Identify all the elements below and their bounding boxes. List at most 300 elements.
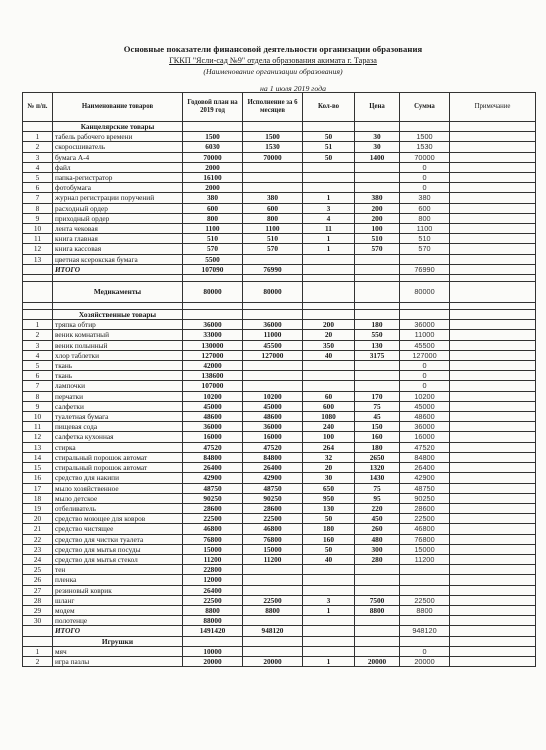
- done-value: 28600: [243, 503, 303, 513]
- spacer-cell: [355, 275, 400, 282]
- sum-value: 0: [400, 361, 450, 371]
- price-value: 1400: [355, 152, 400, 162]
- note-value: [450, 483, 536, 493]
- done-value: 22500: [243, 595, 303, 605]
- plan-value: 70000: [183, 152, 243, 162]
- row-number: 11: [23, 422, 53, 432]
- done-value: 11200: [243, 554, 303, 564]
- table-row: [23, 152, 536, 162]
- table-header-row: [23, 93, 536, 122]
- sum-value: 16000: [400, 432, 450, 442]
- done-value: 1100: [243, 224, 303, 234]
- plan-value: 800: [183, 213, 243, 223]
- qty-value: 20: [303, 330, 355, 340]
- plan-value: 10200: [183, 391, 243, 401]
- row-number: 6: [23, 183, 53, 193]
- item-name: пленка: [53, 575, 183, 585]
- price-value: [355, 646, 400, 656]
- section-header-household: [23, 310, 536, 320]
- note-value: [450, 473, 536, 483]
- qty-value: 180: [303, 524, 355, 534]
- sum-value: [400, 565, 450, 575]
- done-value: 76800: [243, 534, 303, 544]
- section-empty-cell: [303, 310, 355, 320]
- plan-value: 5500: [183, 254, 243, 264]
- total-sum: 76990: [400, 264, 450, 274]
- row-number: 14: [23, 452, 53, 462]
- spacer-cell: [23, 303, 53, 310]
- done-value: 46800: [243, 524, 303, 534]
- plan-value: 12000: [183, 575, 243, 585]
- table-row: [23, 595, 536, 605]
- qty-value: 50: [303, 152, 355, 162]
- plan-value: 138600: [183, 371, 243, 381]
- item-name: мыло детское: [53, 493, 183, 503]
- note-value: [450, 463, 536, 473]
- price-value: 450: [355, 514, 400, 524]
- plan-value: 26400: [183, 585, 243, 595]
- item-name: средство для чистки туалета: [53, 534, 183, 544]
- row-number: 30: [23, 616, 53, 626]
- price-value: 45: [355, 412, 400, 422]
- total-plan: 1491420: [183, 626, 243, 636]
- price-value: 75: [355, 401, 400, 411]
- section-empty-cell: [183, 310, 243, 320]
- done-value: 380: [243, 193, 303, 203]
- total-sum: 948120: [400, 626, 450, 636]
- row-number: 5: [23, 361, 53, 371]
- qty-value: 11: [303, 224, 355, 234]
- price-value: [355, 183, 400, 193]
- row-number: 28: [23, 595, 53, 605]
- sum-value: 0: [400, 183, 450, 193]
- price-value: 30: [355, 132, 400, 142]
- sum-value: 46800: [400, 524, 450, 534]
- medicaments-row: [23, 282, 536, 303]
- qty-value: 4: [303, 213, 355, 223]
- qty-value: 1: [303, 605, 355, 615]
- note-value: [450, 493, 536, 503]
- done-value: [243, 381, 303, 391]
- item-name: средство для накипи: [53, 473, 183, 483]
- medicaments-done: 80000: [243, 282, 303, 303]
- qty-value: [303, 646, 355, 656]
- col-header-note: Примечание: [450, 93, 536, 122]
- price-value: [355, 616, 400, 626]
- row-number: 3: [23, 340, 53, 350]
- done-value: 570: [243, 244, 303, 254]
- plan-value: 76800: [183, 534, 243, 544]
- spacer-cell: [400, 275, 450, 282]
- plan-value: 22500: [183, 595, 243, 605]
- plan-value: 28600: [183, 503, 243, 513]
- medicaments-plan: 80000: [183, 282, 243, 303]
- note-value: [450, 183, 536, 193]
- plan-value: 107000: [183, 381, 243, 391]
- section-empty-cell: [400, 310, 450, 320]
- section-header-office: [23, 122, 536, 132]
- qty-value: 264: [303, 442, 355, 452]
- plan-value: 42000: [183, 361, 243, 371]
- spacer-cell: [303, 303, 355, 310]
- medicaments-number-cell: [23, 282, 53, 303]
- section-empty-cell: [243, 122, 303, 132]
- table-row: [23, 224, 536, 234]
- price-value: 150: [355, 422, 400, 432]
- sum-value: 1100: [400, 224, 450, 234]
- sum-value: 570: [400, 244, 450, 254]
- row-number: 23: [23, 544, 53, 554]
- sum-value: 26400: [400, 463, 450, 473]
- table-row: [23, 213, 536, 223]
- plan-value: 10000: [183, 646, 243, 656]
- section-empty-cell: [303, 636, 355, 646]
- price-value: [355, 371, 400, 381]
- qty-value: 160: [303, 534, 355, 544]
- sum-value: 11000: [400, 330, 450, 340]
- plan-value: 130000: [183, 340, 243, 350]
- total-note: [450, 264, 536, 274]
- price-value: 200: [355, 203, 400, 213]
- medicaments-label: Медикаменты: [53, 282, 183, 303]
- done-value: [243, 173, 303, 183]
- sum-value: 36000: [400, 422, 450, 432]
- col-header-price: Цена: [355, 93, 400, 122]
- price-value: 480: [355, 534, 400, 544]
- qty-value: [303, 585, 355, 595]
- total-number-cell: [23, 264, 53, 274]
- row-number: 21: [23, 524, 53, 534]
- qty-value: 1: [303, 656, 355, 666]
- note-value: [450, 193, 536, 203]
- sum-value: 127000: [400, 350, 450, 360]
- row-number: 10: [23, 412, 53, 422]
- sum-value: 0: [400, 162, 450, 172]
- item-name: стирка: [53, 442, 183, 452]
- table-row: [23, 203, 536, 213]
- done-value: 800: [243, 213, 303, 223]
- item-name: веник комнатный: [53, 330, 183, 340]
- row-number: 8: [23, 203, 53, 213]
- table-row: [23, 254, 536, 264]
- done-value: [243, 646, 303, 656]
- table-row: [23, 412, 536, 422]
- table-row: [23, 350, 536, 360]
- qty-value: 600: [303, 401, 355, 411]
- done-value: 70000: [243, 152, 303, 162]
- done-value: 45000: [243, 401, 303, 411]
- note-value: [450, 646, 536, 656]
- table-row: [23, 585, 536, 595]
- note-value: [450, 432, 536, 442]
- table-row: [23, 361, 536, 371]
- sum-value: 45000: [400, 401, 450, 411]
- qty-value: 200: [303, 320, 355, 330]
- row-number: 15: [23, 463, 53, 473]
- price-value: 30: [355, 142, 400, 152]
- qty-value: [303, 371, 355, 381]
- row-number: 13: [23, 442, 53, 452]
- sum-value: 1500: [400, 132, 450, 142]
- row-number: 2: [23, 330, 53, 340]
- price-value: 170: [355, 391, 400, 401]
- qty-value: 3: [303, 203, 355, 213]
- sum-value: [400, 585, 450, 595]
- spacer-cell: [183, 303, 243, 310]
- done-value: 47520: [243, 442, 303, 452]
- row-number: 3: [23, 152, 53, 162]
- done-value: 42900: [243, 473, 303, 483]
- table-row: [23, 616, 536, 626]
- table-row: [23, 432, 536, 442]
- note-value: [450, 142, 536, 152]
- qty-value: 51: [303, 142, 355, 152]
- price-value: 100: [355, 224, 400, 234]
- done-value: [243, 565, 303, 575]
- section-empty-cell: [355, 122, 400, 132]
- row-number: 5: [23, 173, 53, 183]
- price-value: [355, 381, 400, 391]
- plan-value: 15000: [183, 544, 243, 554]
- sum-value: 90250: [400, 493, 450, 503]
- total-qty: [303, 264, 355, 274]
- item-name: лампочки: [53, 381, 183, 391]
- price-value: [355, 565, 400, 575]
- sum-value: 76800: [400, 534, 450, 544]
- done-value: 10200: [243, 391, 303, 401]
- sum-value: 36000: [400, 320, 450, 330]
- price-value: 260: [355, 524, 400, 534]
- item-name: средство для мытья стекол: [53, 554, 183, 564]
- row-number: 20: [23, 514, 53, 524]
- table-row: [23, 142, 536, 152]
- spacer-row: [23, 275, 536, 282]
- organization-caption: (Наименование организации образования): [203, 67, 343, 76]
- finance-table: [22, 92, 536, 667]
- row-number: 1: [23, 320, 53, 330]
- note-value: [450, 254, 536, 264]
- row-number: 7: [23, 381, 53, 391]
- plan-value: 84800: [183, 452, 243, 462]
- price-value: 300: [355, 544, 400, 554]
- row-number: 26: [23, 575, 53, 585]
- section-empty-cell: [243, 310, 303, 320]
- section-name: Хозяйственные товары: [53, 310, 183, 320]
- note-value: [450, 534, 536, 544]
- item-name: стиральный порошок автомат: [53, 452, 183, 462]
- table-row: [23, 514, 536, 524]
- total-label: ИТОГО: [53, 264, 183, 274]
- sum-value: 510: [400, 234, 450, 244]
- report-date: на 1 июля 2019 года: [260, 84, 326, 93]
- note-value: [450, 350, 536, 360]
- sum-value: 20000: [400, 656, 450, 666]
- table-row: [23, 554, 536, 564]
- spacer-cell: [355, 303, 400, 310]
- price-value: 200: [355, 213, 400, 223]
- item-name: табель рабочего времени: [53, 132, 183, 142]
- item-name: журнал регистрации поручений: [53, 193, 183, 203]
- note-value: [450, 514, 536, 524]
- done-value: [243, 361, 303, 371]
- plan-value: 16000: [183, 432, 243, 442]
- sum-value: 70000: [400, 152, 450, 162]
- section-empty-cell: [450, 122, 536, 132]
- medicaments-sum: 80000: [400, 282, 450, 303]
- plan-value: 20000: [183, 656, 243, 666]
- done-value: [243, 585, 303, 595]
- row-number: 9: [23, 213, 53, 223]
- done-value: [243, 162, 303, 172]
- note-value: [450, 452, 536, 462]
- table-row: [23, 173, 536, 183]
- section-empty-cell: [400, 636, 450, 646]
- item-name: средство моющее для ковров: [53, 514, 183, 524]
- plan-value: 2000: [183, 183, 243, 193]
- total-done: 948120: [243, 626, 303, 636]
- item-name: шланг: [53, 595, 183, 605]
- section-empty-cell: [183, 636, 243, 646]
- plan-value: 1500: [183, 132, 243, 142]
- note-value: [450, 244, 536, 254]
- table-row: [23, 401, 536, 411]
- sum-value: 0: [400, 173, 450, 183]
- price-value: 8800: [355, 605, 400, 615]
- plan-value: 88000: [183, 616, 243, 626]
- item-name: салфетка кухонная: [53, 432, 183, 442]
- sum-value: 15000: [400, 544, 450, 554]
- table-row: [23, 463, 536, 473]
- table-row: [23, 452, 536, 462]
- total-note: [450, 626, 536, 636]
- item-name: модем: [53, 605, 183, 615]
- note-value: [450, 234, 536, 244]
- table-row: [23, 503, 536, 513]
- done-value: 11000: [243, 330, 303, 340]
- table-row: [23, 493, 536, 503]
- table-row: [23, 483, 536, 493]
- plan-value: 42900: [183, 473, 243, 483]
- sum-value: 47520: [400, 442, 450, 452]
- plan-value: 11200: [183, 554, 243, 564]
- table-row: [23, 381, 536, 391]
- total-qty: [303, 626, 355, 636]
- done-value: 16000: [243, 432, 303, 442]
- total-row-household: [23, 626, 536, 636]
- done-value: 45500: [243, 340, 303, 350]
- price-value: 280: [355, 554, 400, 564]
- row-number: 2: [23, 142, 53, 152]
- qty-value: 1080: [303, 412, 355, 422]
- sum-value: 380: [400, 193, 450, 203]
- item-name: приходный ордер: [53, 213, 183, 223]
- total-price: [355, 264, 400, 274]
- section-empty-cell: [183, 122, 243, 132]
- table-row: [23, 565, 536, 575]
- price-value: [355, 575, 400, 585]
- sum-value: 22500: [400, 514, 450, 524]
- qty-value: [303, 565, 355, 575]
- table-row: [23, 162, 536, 172]
- price-value: 130: [355, 340, 400, 350]
- item-name: веник полынный: [53, 340, 183, 350]
- qty-value: 32: [303, 452, 355, 462]
- done-value: [243, 183, 303, 193]
- plan-value: 33000: [183, 330, 243, 340]
- note-value: [450, 585, 536, 595]
- price-value: [355, 361, 400, 371]
- spacer-cell: [400, 303, 450, 310]
- spacer-cell: [183, 275, 243, 282]
- document-title: Основные показатели финансовой деятельности организации образования: [123, 44, 423, 54]
- sum-value: 10200: [400, 391, 450, 401]
- medicaments-note: [450, 282, 536, 303]
- qty-value: [303, 616, 355, 626]
- sum-value: [400, 575, 450, 585]
- table-row: [23, 575, 536, 585]
- section-empty-cell: [400, 122, 450, 132]
- section-number-cell: [23, 122, 53, 132]
- note-value: [450, 361, 536, 371]
- col-header-sum: Сумма: [400, 93, 450, 122]
- qty-value: [303, 381, 355, 391]
- table-row: [23, 183, 536, 193]
- note-value: [450, 371, 536, 381]
- note-value: [450, 565, 536, 575]
- price-value: 2650: [355, 452, 400, 462]
- item-name: средство для мытья посуды: [53, 544, 183, 554]
- row-number: 6: [23, 371, 53, 381]
- note-value: [450, 656, 536, 666]
- row-number: 27: [23, 585, 53, 595]
- plan-value: 600: [183, 203, 243, 213]
- done-value: 8800: [243, 605, 303, 615]
- section-empty-cell: [450, 310, 536, 320]
- item-name: ткань: [53, 361, 183, 371]
- item-name: мяч: [53, 646, 183, 656]
- price-value: [355, 585, 400, 595]
- item-name: файл: [53, 162, 183, 172]
- table-row: [23, 544, 536, 554]
- plan-value: 48750: [183, 483, 243, 493]
- done-value: 20000: [243, 656, 303, 666]
- item-name: книга главная: [53, 234, 183, 244]
- sum-value: 800: [400, 213, 450, 223]
- sum-value: [400, 616, 450, 626]
- qty-value: [303, 173, 355, 183]
- item-name: ткань: [53, 371, 183, 381]
- plan-value: 510: [183, 234, 243, 244]
- done-value: 48750: [243, 483, 303, 493]
- row-number: 17: [23, 483, 53, 493]
- note-value: [450, 152, 536, 162]
- done-value: [243, 575, 303, 585]
- qty-value: 30: [303, 473, 355, 483]
- total-price: [355, 626, 400, 636]
- row-number: 18: [23, 493, 53, 503]
- table-row: [23, 193, 536, 203]
- note-value: [450, 224, 536, 234]
- price-value: 20000: [355, 656, 400, 666]
- price-value: 570: [355, 244, 400, 254]
- medicaments-price: [355, 282, 400, 303]
- table-row: [23, 656, 536, 666]
- table-row: [23, 132, 536, 142]
- done-value: 48600: [243, 412, 303, 422]
- price-value: 180: [355, 320, 400, 330]
- sum-value: 45500: [400, 340, 450, 350]
- price-value: 550: [355, 330, 400, 340]
